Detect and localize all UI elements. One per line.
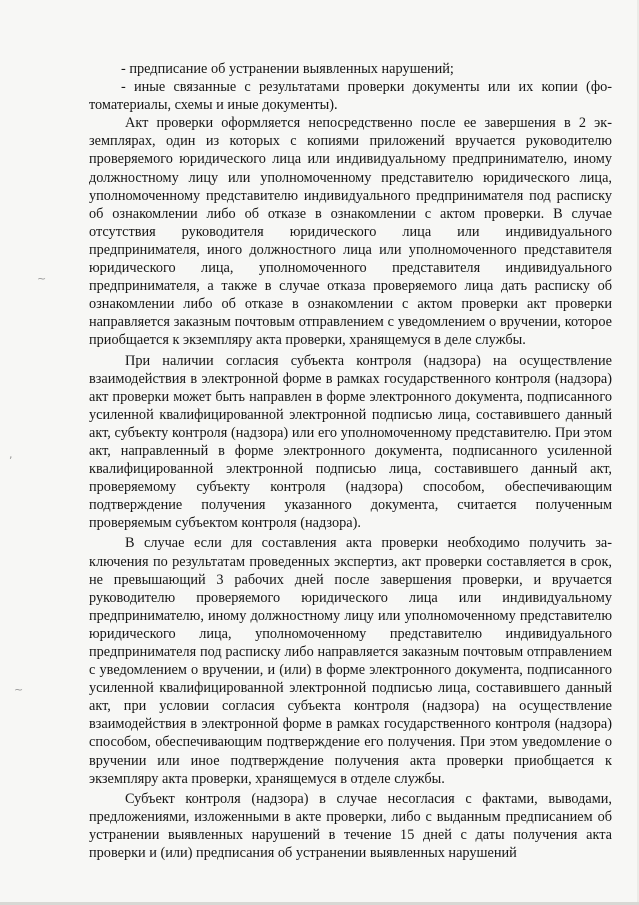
list-item: - предписание об устранении выявленных нарушений; — [121, 61, 454, 77]
paragraph: Акт проверки оформляется непосредственно после ее завершения в 2 экземплярах, один из которых с копиями приложений вручается руководителю проверяемого юридического лица или индивидуальному предпринимателю, иному должностному лицу или уполномоченному представителю юридического лица, уполномоченному представителю индивидуального предпринимателя под расписку об ознакомлении либо об отказе в ознакомлении с актом проверки. В случае отсутствия руководителя юридического лица или индивидуального предпринимателя, иного должностного лица или уполномоченного представителя юридического лица, уполномоченного представителя индивидуального предпринимателя, а также в случае отказа проверяемого лица дать расписку об ознакомлении либо об отказе в ознакомлении с актом проверки акт проверки направляется заказным почтовым отправлением с уведомлением о вручении, которое приобщается к экземпляру акта проверки, хранящемуся в деле службы. — [89, 115, 612, 349]
scan-speck-mark: ~ — [37, 272, 47, 285]
paragraph: В случае если для составления акта проверки необходимо получить заключения по результатам проведенных экспертиз, акт проверки составляется в срок, не превышающий 3 рабочих дней после завершения проверки, и вручается руководителю проверяемого юридического лица или индивидуальному предпринимателю, иному должностному лицу или уполномоченному представителю юридического лица, уполномоченному представителю индивидуального предпринимателя под расписку либо направляется заказным почтовым отправлением с уведомлением о вручении, и (или) в форме электронного документа, подписанного усиленной квалифицированной электронной подписью лица, составившего данный акт, при условии согласия субъекта контроля (надзора) на осуществление взаимодействия в электронной форме в рамках государственного контроля (надзора) способом, обеспечивающим подтверждение его получения. При этом уведомление о вручении или иное подтверждение получения акта проверки приобщается к экземпляру акта проверки, хранящемуся в отделе службы. — [89, 535, 612, 787]
scan-speck-mark: ~ — [14, 683, 24, 696]
paragraph: При наличии согласия субъекта контроля (надзора) на осуществление взаимодействия в электронной форме в рамках государственного контроля (надзора) акт проверки может быть направлен в форме электронного документа, подписанного усиленной квалифицированной электронной подписью лица, составившего данный акт, субъекту контроля (надзора) или его уполномоченному представителю. При этом акт, направленный в форме электронного документа, подписанного усиленной квалифицированной электронной подписью лица, составившего данный акт, проверяемому субъекту контроля (надзора) способом, обеспечивающим подтверждение получения указанного документа, считается полученным проверяемым субъектом контроля (надзора). — [89, 352, 612, 532]
paragraph: Субъект контроля (надзора) в случае несогласия с фактами, выводами, предложениями, изложенными в акте проверки, либо с выданным предписанием об устранении выявленных нарушений в течение 15 дней с даты получения акта проверки и (или) предписания об устранении выявленных нарушений — [89, 790, 612, 862]
document-body — [89, 60, 612, 862]
scan-speck-mark: , — [9, 448, 13, 461]
list-item: - иные связанные с результатами проверки документы или их копии (фотоматериалы, схемы и иные документы). — [89, 79, 612, 114]
